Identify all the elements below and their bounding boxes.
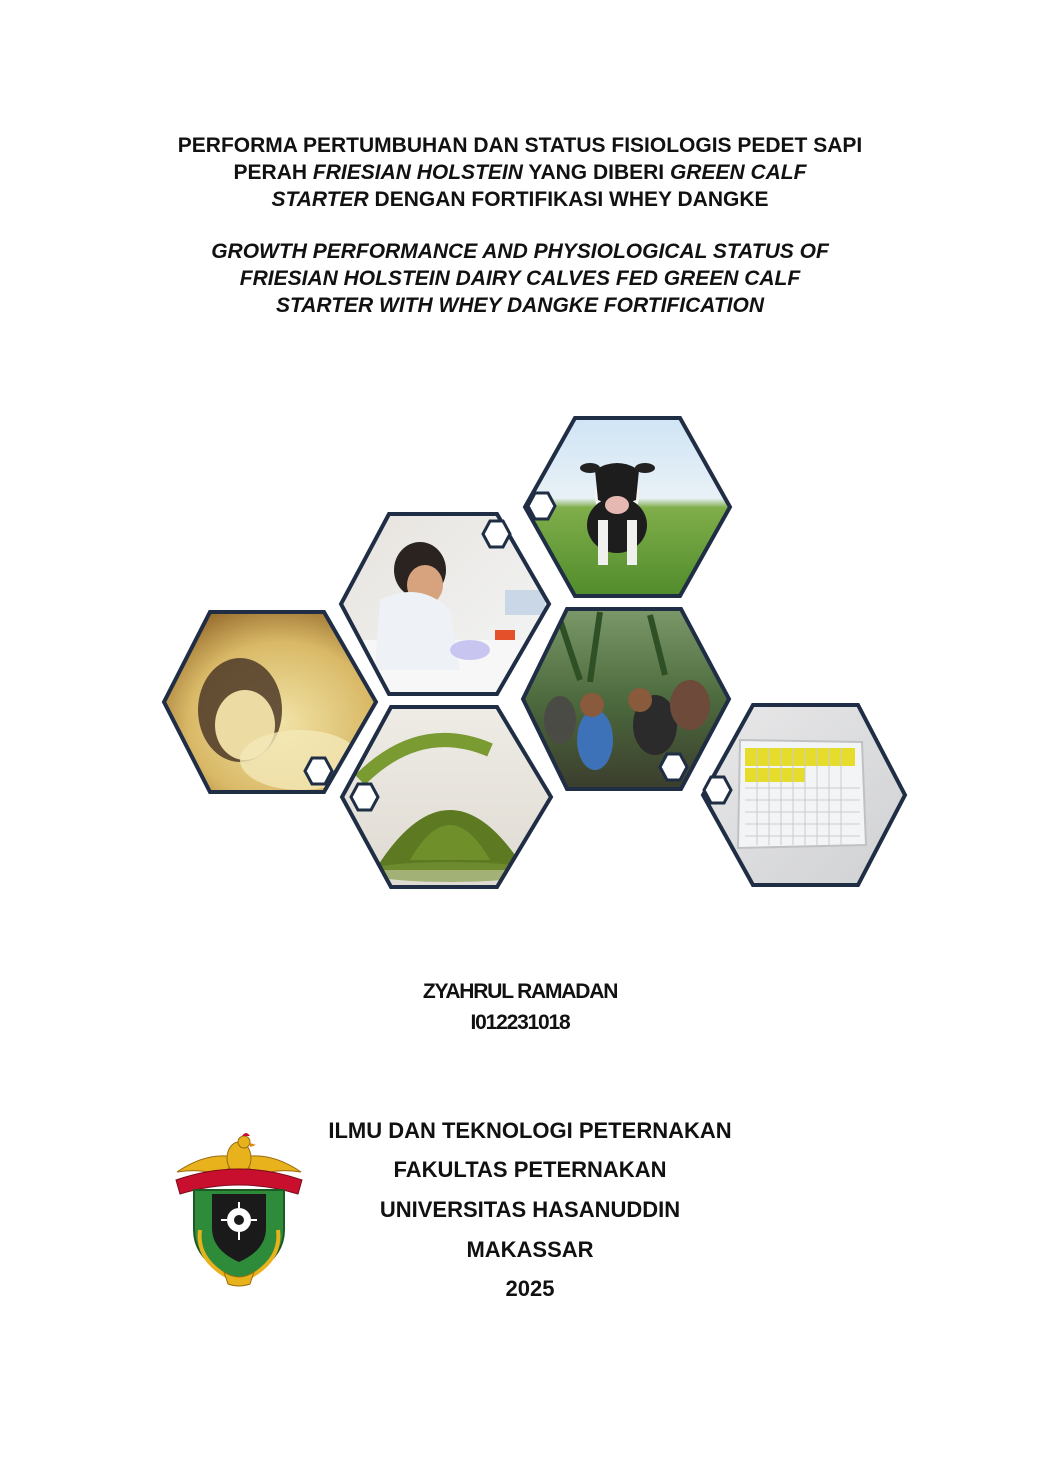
field-sampling-photo bbox=[518, 605, 733, 795]
hex-marker-icon bbox=[528, 493, 555, 519]
whey-dangke-photo bbox=[160, 608, 380, 798]
program-name: ILMU DAN TEKNOLOGI PETERNAKAN bbox=[328, 1118, 732, 1143]
title-id-line1: PERFORMA PERTUMBUHAN DAN STATUS FISIOLOGIS PEDET SAPI bbox=[177, 134, 863, 157]
author-name: ZYAHRUL RAMADAN bbox=[422, 980, 618, 1003]
hex-marker-icon bbox=[483, 521, 510, 547]
city-name: MAKASSAR bbox=[466, 1237, 594, 1262]
author-student-id: I012231018 bbox=[470, 1011, 570, 1034]
title-en-line3: STARTER WITH WHEY DANGKE FORTIFICATION bbox=[275, 294, 765, 317]
title-id-line3-part: DENGAN FORTIFIKASI WHEY DANGKE bbox=[368, 188, 769, 211]
title-en-line2: FRIESIAN HOLSTEIN DAIRY CALVES FED GREEN CALF bbox=[239, 267, 801, 290]
hex-marker-icon bbox=[660, 754, 687, 780]
title-id-line2-part: YANG DIBERI bbox=[522, 161, 670, 184]
hex-marker-icon bbox=[351, 784, 378, 810]
lab-researcher-photo bbox=[335, 510, 555, 700]
year: 2025 bbox=[505, 1276, 555, 1301]
title-id-line3-italic: STARTER bbox=[271, 188, 369, 211]
title-id-line2-italic: FRIESIAN HOLSTEIN bbox=[312, 161, 523, 184]
hex-marker-icon bbox=[305, 758, 332, 784]
faculty-name: FAKULTAS PETERNAKAN bbox=[393, 1157, 667, 1182]
title-en-line1: GROWTH PERFORMANCE AND PHYSIOLOGICAL STATUS OF bbox=[211, 240, 829, 263]
elisa-plate-photo bbox=[700, 700, 910, 890]
title-id-line2-part: PERAH bbox=[233, 161, 313, 184]
title-id-line2-italic: GREEN CALF bbox=[669, 161, 807, 184]
hex-marker-icon bbox=[704, 777, 731, 803]
university-name: UNIVERSITAS HASANUDDIN bbox=[379, 1197, 681, 1222]
